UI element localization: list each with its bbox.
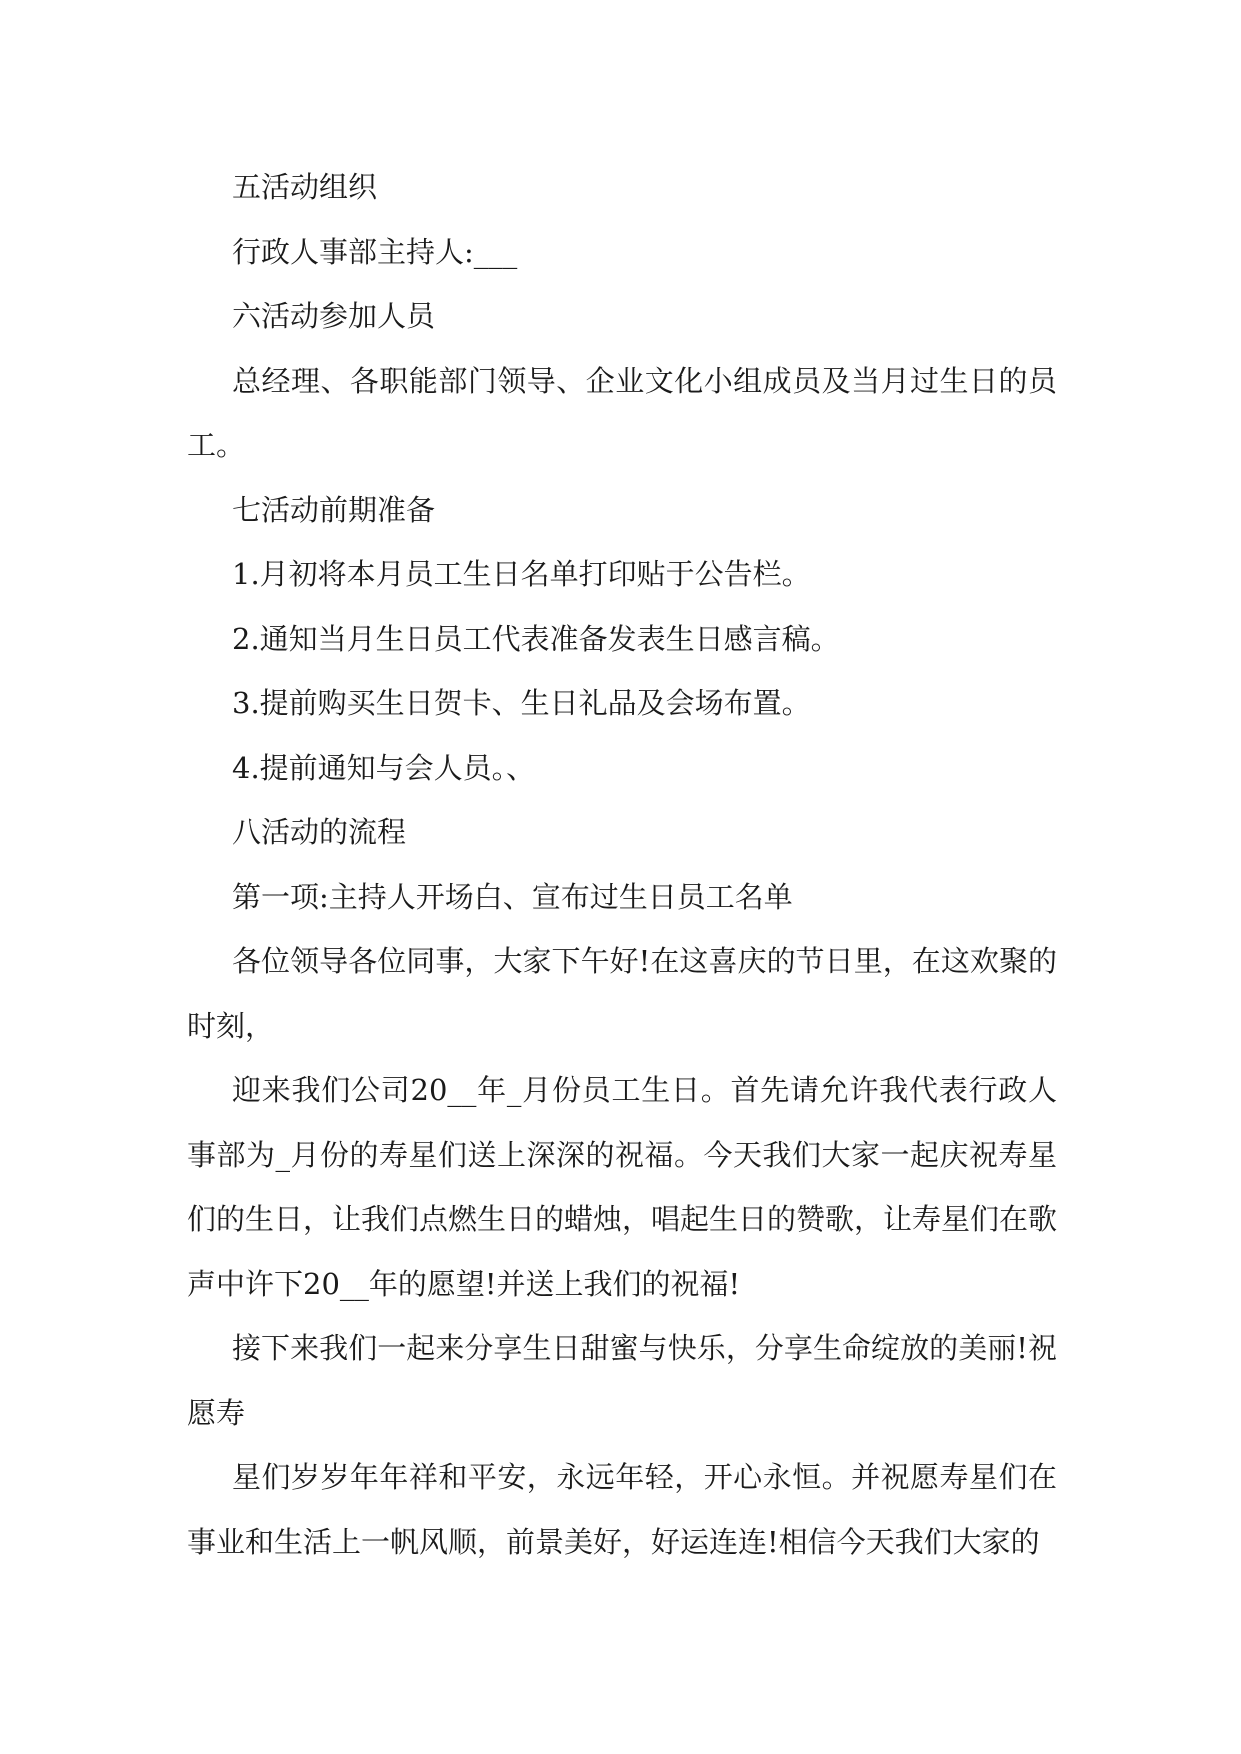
speech-paragraph: 迎来我们公司20__年_月份员工生日。首先请允许我代表行政人事部为_月份的寿星们送上深深的祝福。今天我们大家一起庆祝寿星们的生日，让我们点燃生日的蜡烛，唱起生日的赞歌，让寿星们在歌声中许下20__年的愿望!并送上我们的祝福!	[187, 1073, 1058, 1301]
preparation-item: 4.提前通知与会人员。、	[232, 750, 536, 785]
preparation-item: 1.月初将本月员工生日名单打印贴于公告栏。	[232, 557, 811, 591]
speech-paragraph: 接下来我们一起来分享生日甜蜜与快乐，分享生命绽放的美丽!祝愿寿	[187, 1331, 1057, 1430]
host-line: 行政人事部主持人:___	[232, 234, 518, 269]
participants-text: 总经理、各职能部门领导、企业文化小组成员及当月过生日的员工。	[187, 363, 1057, 462]
preparation-item: 3.提前购买生日贺卡、生日礼品及会场布置。	[232, 686, 811, 720]
process-step-title: 第一项:主持人开场白、宣布过生日员工名单	[232, 879, 793, 914]
document-body	[187, 155, 1057, 1574]
speech-paragraph: 星们岁岁年年祥和平安，永远年轻，开心永恒。并祝愿寿星们在事业和生活上一帆风顺，前景美好，好运连连!相信今天我们大家的	[187, 1460, 1057, 1559]
section-heading-activity-organization: 五活动组织	[232, 170, 378, 204]
section-heading-participants: 六活动参加人员	[232, 299, 436, 333]
section-heading-process: 八活动的流程	[232, 815, 407, 849]
speech-paragraph: 各位领导各位同事，大家下午好!在这喜庆的节日里，在这欢聚的时刻，	[187, 944, 1057, 1043]
section-heading-preparation: 七活动前期准备	[232, 492, 436, 527]
preparation-item: 2.通知当月生日员工代表准备发表生日感言稿。	[232, 621, 840, 656]
